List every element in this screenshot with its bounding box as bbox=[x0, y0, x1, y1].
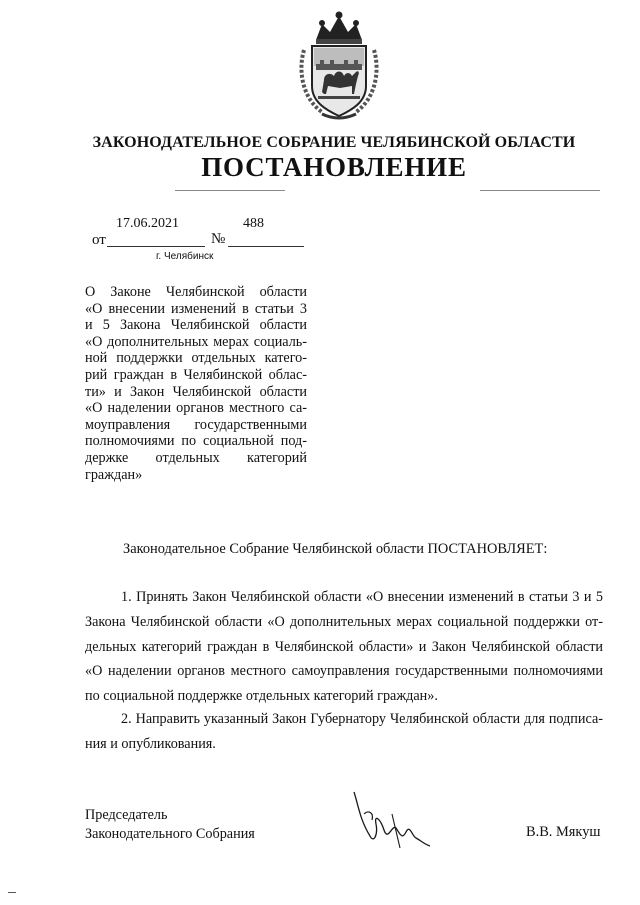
subject-line: ной поддержки отдельных катего- bbox=[85, 350, 307, 367]
subject-line: «О дополнительных мерах социаль- bbox=[85, 333, 307, 350]
header-divider bbox=[480, 190, 600, 191]
date-underline bbox=[107, 246, 205, 247]
paragraph-line: дельных категорий граждан в Челябинской области» и Закон Челябинской области bbox=[85, 638, 603, 655]
decree-statement: Законодательное Собрание Челябинской области ПОСТАНОВЛЯЕТ: bbox=[123, 541, 548, 557]
subject-line: «О внесении изменений в статьи 3 bbox=[85, 300, 307, 317]
subject-line: полномочиями по социальной под- bbox=[85, 433, 307, 450]
subject-line: ти» и Закон Челябинской области bbox=[85, 383, 307, 400]
scan-mark bbox=[8, 892, 16, 893]
subject-line: моуправления государственными bbox=[85, 416, 307, 433]
signatory-name: В.В. Мякуш bbox=[526, 824, 601, 840]
subject-line: держке отдельных категорий bbox=[85, 449, 307, 466]
header-divider bbox=[175, 190, 285, 191]
document-type-title: ПОСТАНОВЛЕНИЕ bbox=[201, 152, 467, 182]
subject-line: граждан» bbox=[85, 466, 143, 483]
document-subject bbox=[85, 284, 307, 483]
paragraph-line: ния и опубликования. bbox=[85, 735, 216, 752]
document-number: 488 bbox=[243, 216, 264, 231]
document-date: 17.06.2021 bbox=[116, 216, 179, 231]
paragraph-1 bbox=[85, 585, 603, 709]
subject-line: и 5 Закона Челябинской области bbox=[85, 317, 307, 334]
signatory-title-line: Законодательного Собрания bbox=[85, 825, 255, 842]
organization-name: ЗАКОНОДАТЕЛЬНОЕ СОБРАНИЕ ЧЕЛЯБИНСКОЙ ОБЛАСТИ bbox=[92, 134, 576, 151]
handwritten-signature-icon bbox=[340, 784, 440, 864]
number-underline bbox=[228, 246, 304, 247]
signatory-title-line: Председатель bbox=[85, 807, 168, 823]
coat-of-arms-icon bbox=[296, 10, 382, 122]
city-label: г. Челябинск bbox=[156, 251, 214, 262]
from-label: от bbox=[92, 232, 106, 248]
paragraph-line: Закона Челябинской области «О дополнительных мерах социальной поддержки от- bbox=[85, 613, 603, 630]
subject-line: рий граждан в Челябинской облас- bbox=[85, 366, 307, 383]
subject-line: «О наделении органов местного са- bbox=[85, 400, 307, 417]
number-label: № bbox=[211, 231, 226, 247]
paragraph-2 bbox=[85, 707, 603, 757]
subject-line: О Законе Челябинской области bbox=[85, 284, 307, 300]
paragraph-line: «О наделении органов местного самоуправления государственными полномочиями bbox=[85, 663, 603, 680]
paragraph-line: 1. Принять Закон Челябинской области «О внесении изменений в статьи 3 и 5 bbox=[121, 589, 603, 605]
paragraph-line: по социальной поддержке отдельных категорий граждан». bbox=[85, 688, 438, 705]
signatory-title bbox=[85, 806, 255, 843]
paragraph-line: 2. Направить указанный Закон Губернатору Челябинской области для подписа- bbox=[121, 711, 603, 727]
